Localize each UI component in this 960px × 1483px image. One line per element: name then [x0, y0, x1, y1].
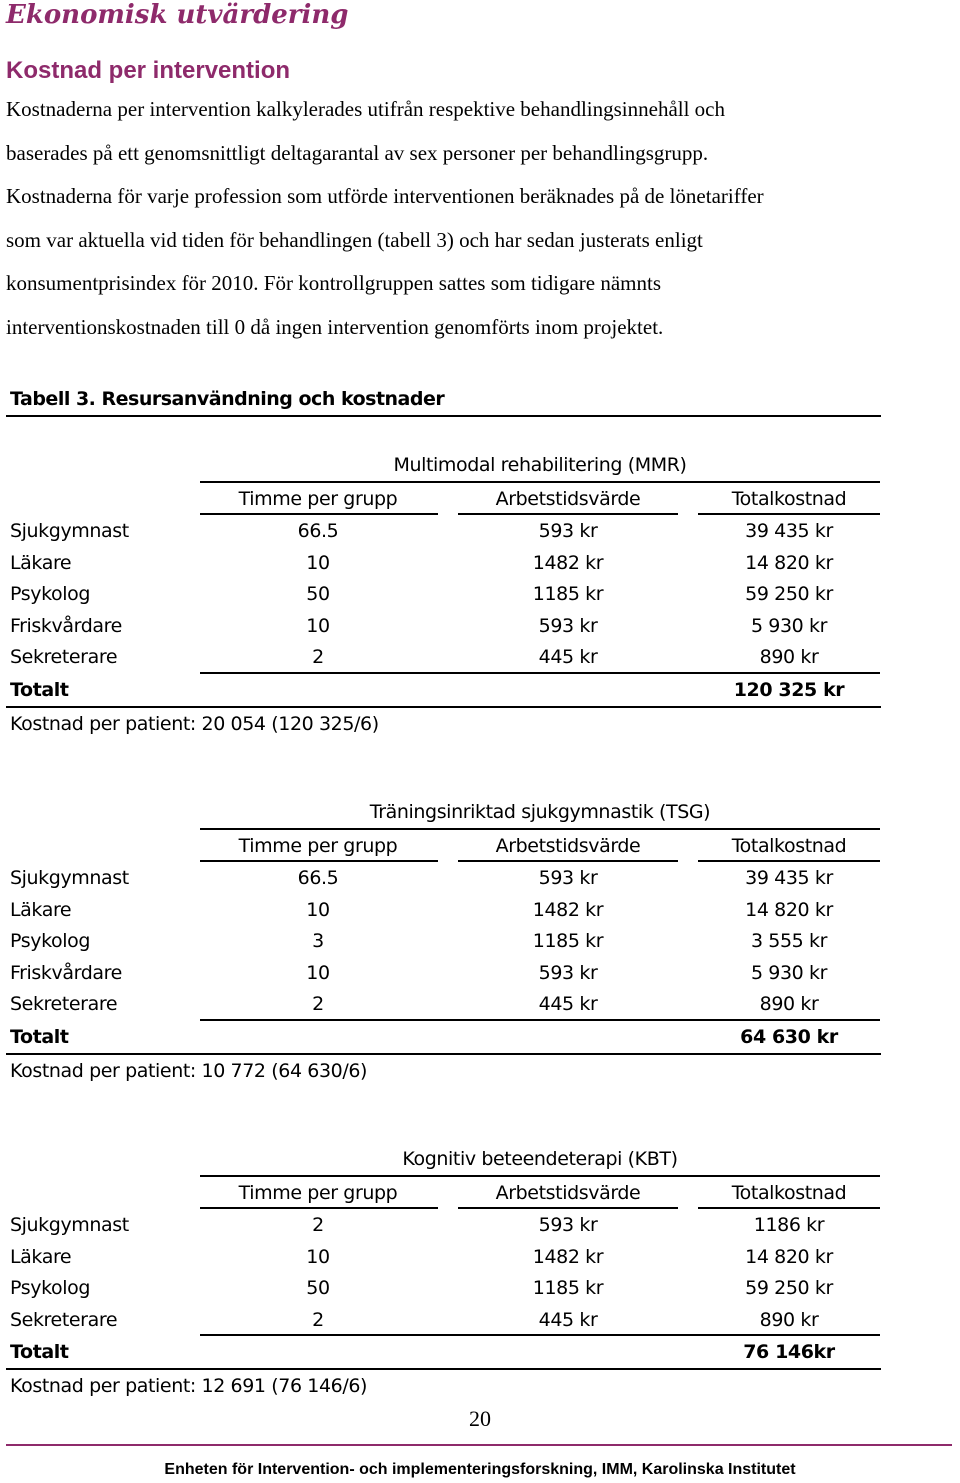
table-title: Träningsinriktad sjukgymnastik (TSG): [369, 801, 711, 823]
total-cell: 890 kr: [759, 993, 819, 1015]
paragraph-line: Kostnaderna per intervention kalkylerades utifrån respektive behandlingsinnehåll och: [6, 97, 726, 121]
row-label: Psykolog: [10, 583, 90, 605]
rows-bottom-rule: [200, 672, 880, 674]
paragraph-line: baserades på ett genomsnittligt deltagarantal av sex personer per behandlingsgrupp.: [6, 140, 709, 165]
total-cell: 5 930 kr: [750, 614, 828, 637]
table-caption: Tabell 3. Resursanvändning och kostnader: [10, 388, 445, 410]
total-cell: 14 820 kr: [745, 551, 833, 574]
total-cell: 39 435 kr: [745, 520, 833, 542]
per-patient-cost: Kostnad per patient: 20 054 (120 325/6): [10, 712, 379, 735]
hours-cell: 3: [312, 930, 324, 952]
column-header: Totalkostnad: [731, 1182, 847, 1204]
total-label: Totalt: [10, 678, 69, 701]
rows-bottom-rule: [200, 1334, 880, 1336]
hours-cell: 10: [306, 961, 330, 984]
rate-cell: 593 kr: [538, 1214, 598, 1236]
row-label: Läkare: [10, 551, 72, 574]
total-rule: [6, 1368, 881, 1370]
row-label: Sjukgymnast: [10, 520, 129, 542]
hours-cell: 66.5: [297, 520, 339, 542]
per-patient-cost: Kostnad per patient: 10 772 (64 630/6): [10, 1059, 368, 1082]
paragraph-line: Kostnaderna för varje profession som utförde interventionen beräknades på de lönetariffer: [6, 184, 764, 209]
row-label: Sekreterare: [10, 993, 118, 1015]
total-cell: 59 250 kr: [745, 1277, 833, 1299]
hours-cell: 66.5: [297, 867, 339, 889]
hours-cell: 10: [306, 1245, 330, 1268]
table-title: Kognitiv beteendeterapi (KBT): [402, 1148, 678, 1170]
column-header-rule: [200, 513, 438, 515]
column-header-rule: [698, 513, 880, 515]
row-label: Läkare: [10, 1245, 72, 1268]
column-header: Totalkostnad: [731, 488, 847, 510]
rate-cell: 593 kr: [538, 867, 598, 889]
column-header: Arbetstidsvärde: [495, 488, 641, 510]
row-label: Psykolog: [10, 930, 90, 952]
table-title-rule: [200, 828, 880, 830]
paragraph-line: interventionskostnaden till 0 då ingen intervention genomförts inom projektet.: [6, 314, 664, 339]
total-label: Totalt: [10, 1341, 69, 1363]
paragraph-line: som var aktuella vid tiden för behandlingen (tabell 3) och har sedan justerats enligt: [6, 227, 703, 252]
hours-cell: 10: [306, 898, 330, 921]
hours-cell: 2: [312, 1214, 324, 1236]
hours-cell: 10: [306, 614, 330, 637]
column-header: Arbetstidsvärde: [495, 1182, 641, 1204]
table-title-rule: [200, 1175, 880, 1177]
body-paragraph: [6, 88, 936, 350]
column-header: Timme per grupp: [238, 488, 398, 510]
rate-cell: 445 kr: [538, 993, 598, 1015]
hours-cell: 50: [306, 1277, 330, 1299]
rate-cell: 445 kr: [538, 1308, 598, 1331]
rate-cell: 593 kr: [538, 614, 598, 637]
column-header: Totalkostnad: [731, 835, 847, 857]
total-cell: 14 820 kr: [745, 1245, 833, 1268]
column-header: Timme per grupp: [238, 1182, 398, 1204]
hours-cell: 2: [312, 646, 324, 668]
total-cell: 39 435 kr: [745, 867, 833, 889]
footer-text: Enheten för Intervention- och implementeringsforskning, IMM, Karolinska Institutet: [164, 1461, 796, 1478]
rate-cell: 445 kr: [538, 646, 598, 668]
row-label: Sekreterare: [10, 1308, 118, 1331]
row-label: Friskvårdare: [10, 961, 122, 984]
rate-cell: 593 kr: [538, 520, 598, 542]
row-label: Sjukgymnast: [10, 867, 129, 889]
total-label: Totalt: [10, 1025, 69, 1048]
page-heading: Ekonomisk utvärdering: [6, 0, 349, 30]
total-cell: 5 930 kr: [750, 961, 828, 984]
total-value: 120 325 kr: [733, 678, 845, 701]
row-label: Läkare: [10, 898, 72, 921]
total-cell: 59 250 kr: [745, 583, 833, 605]
column-header-rule: [698, 860, 880, 862]
footer-rule: [6, 1444, 952, 1446]
rate-cell: 593 kr: [538, 961, 598, 984]
total-cell: 14 820 kr: [745, 898, 833, 921]
total-cell: 890 kr: [759, 1308, 819, 1331]
table-title-rule: [200, 481, 880, 483]
hours-cell: 50: [306, 583, 330, 605]
caption-rule: [6, 415, 881, 417]
section-heading: Kostnad per intervention: [6, 57, 291, 84]
column-header-rule: [200, 860, 438, 862]
row-label: Psykolog: [10, 1277, 90, 1299]
total-cell: 890 kr: [759, 646, 819, 668]
hours-cell: 2: [312, 1308, 324, 1331]
row-label: Sekreterare: [10, 646, 118, 668]
rate-cell: 1185 kr: [532, 1277, 604, 1299]
row-label: Friskvårdare: [10, 614, 122, 637]
rate-cell: 1482 kr: [532, 551, 604, 574]
column-header: Timme per grupp: [238, 835, 398, 857]
rate-cell: 1482 kr: [532, 898, 604, 921]
row-label: Sjukgymnast: [10, 1214, 129, 1236]
column-header-rule: [698, 1207, 880, 1209]
hours-cell: 2: [312, 993, 324, 1015]
column-header-rule: [200, 1207, 438, 1209]
rate-cell: 1482 kr: [532, 1245, 604, 1268]
column-header-rule: [458, 513, 678, 515]
column-header-rule: [458, 1207, 678, 1209]
total-rule: [6, 1053, 881, 1055]
total-cell: 3 555 kr: [750, 930, 828, 952]
rate-cell: 1185 kr: [532, 930, 604, 952]
total-rule: [6, 706, 881, 708]
paragraph-line: konsumentprisindex för 2010. För kontrollgruppen sattes som tidigare nämnts: [6, 271, 661, 296]
hours-cell: 10: [306, 551, 330, 574]
rows-bottom-rule: [200, 1019, 880, 1021]
per-patient-cost: Kostnad per patient: 12 691 (76 146/6): [10, 1375, 368, 1397]
total-value: 76 146kr: [743, 1341, 835, 1363]
rate-cell: 1185 kr: [532, 583, 604, 605]
page-number: 20: [469, 1406, 491, 1431]
column-header-rule: [458, 860, 678, 862]
column-header: Arbetstidsvärde: [495, 835, 641, 857]
table-title: Multimodal rehabilitering (MMR): [393, 454, 687, 476]
total-value: 64 630 kr: [740, 1025, 838, 1048]
total-cell: 1186 kr: [753, 1214, 825, 1236]
